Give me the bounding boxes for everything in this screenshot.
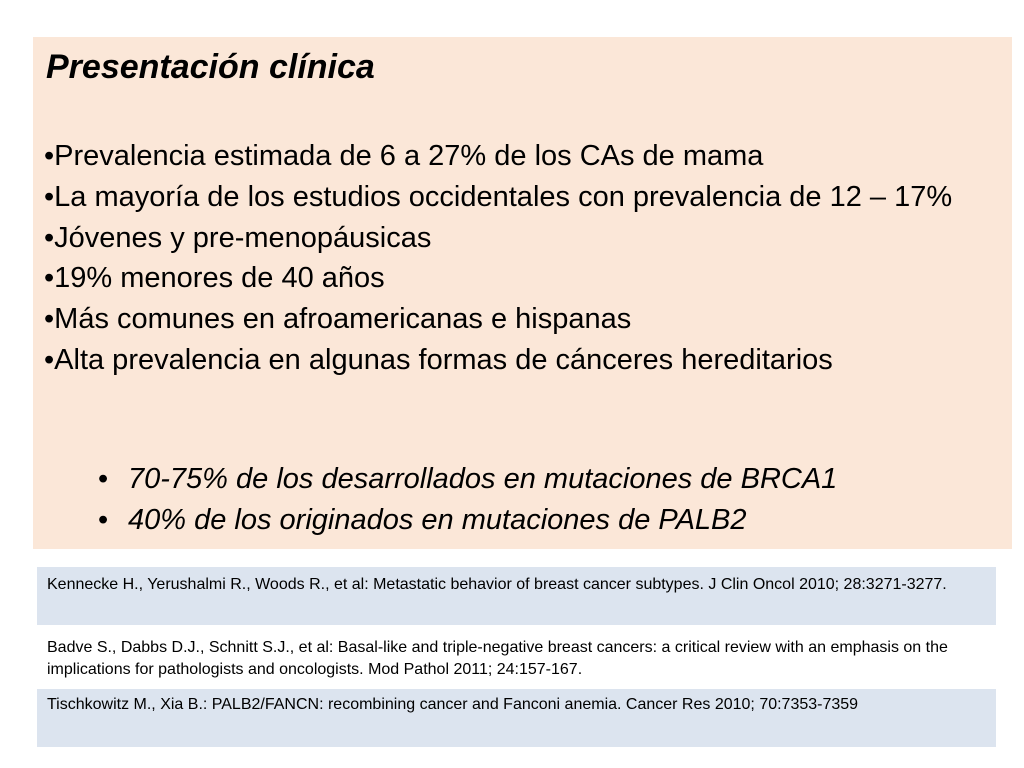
reference-badve (37, 632, 996, 688)
sub-bullet-marker: • (98, 503, 109, 536)
bullet-item (44, 136, 1004, 177)
bullet-text: Alta prevalencia en algunas formas de cánceres hereditarios (54, 343, 833, 376)
sub-bullet-marker: • (98, 463, 109, 495)
bullet-item (44, 340, 1004, 381)
bullet-marker: • (44, 343, 55, 376)
bullet-marker: • (44, 180, 55, 213)
bullet-marker: • (44, 221, 55, 254)
reference-text: Badve S., Dabbs D.J., Schnitt S.J., et al: Basal-like and triple-negative breast cancers: a critical review with an emphasis on the implications for pathologists and oncologists. Mod Pathol 2011; 24:157-167. (47, 639, 948, 678)
slide-title: Presentación clínica (46, 48, 375, 86)
bullet-marker: • (44, 140, 55, 172)
bullet-item (44, 258, 1004, 299)
bullet-text: Prevalencia estimada de 6 a 27% de los CAs de mama (54, 140, 764, 172)
reference-text: Tischkowitz M., Xia B.: PALB2/FANCN: recombining cancer and Fanconi anemia. Cancer Res 2010; 70:7353-7359 (47, 696, 859, 713)
bullet-list (44, 136, 1004, 381)
bullet-item (44, 299, 1004, 340)
bullet-text: Más comunes en afroamericanas e hispanas (54, 303, 632, 336)
sub-bullet-item (98, 459, 837, 500)
reference-kennecke (37, 567, 996, 625)
sub-bullet-text: 70-75% de los desarrollados en mutaciones de BRCA1 (128, 463, 838, 495)
bullet-text: La mayoría de los estudios occidentales con prevalencia de 12 – 17% (54, 180, 953, 213)
clinical-presentation-box (33, 37, 1012, 549)
reference-text: Kennecke H., Yerushalmi R., Woods R., et al: Metastatic behavior of breast cancer subtypes. J Clin Oncol 2010; 28:3271-3277. (47, 576, 947, 593)
sub-bullet-text: 40% de los originados en mutaciones de PALB2 (128, 503, 747, 536)
bullet-item (44, 177, 1004, 218)
bullet-text: 19% menores de 40 años (54, 262, 385, 295)
bullet-item (44, 218, 1004, 259)
sub-bullet-item (98, 500, 837, 541)
bullet-text: Jóvenes y pre-menopáusicas (54, 221, 432, 254)
sub-bullet-list (98, 459, 837, 541)
bullet-marker: • (44, 262, 55, 295)
reference-tischkowitz (37, 689, 996, 747)
bullet-marker: • (44, 303, 55, 336)
